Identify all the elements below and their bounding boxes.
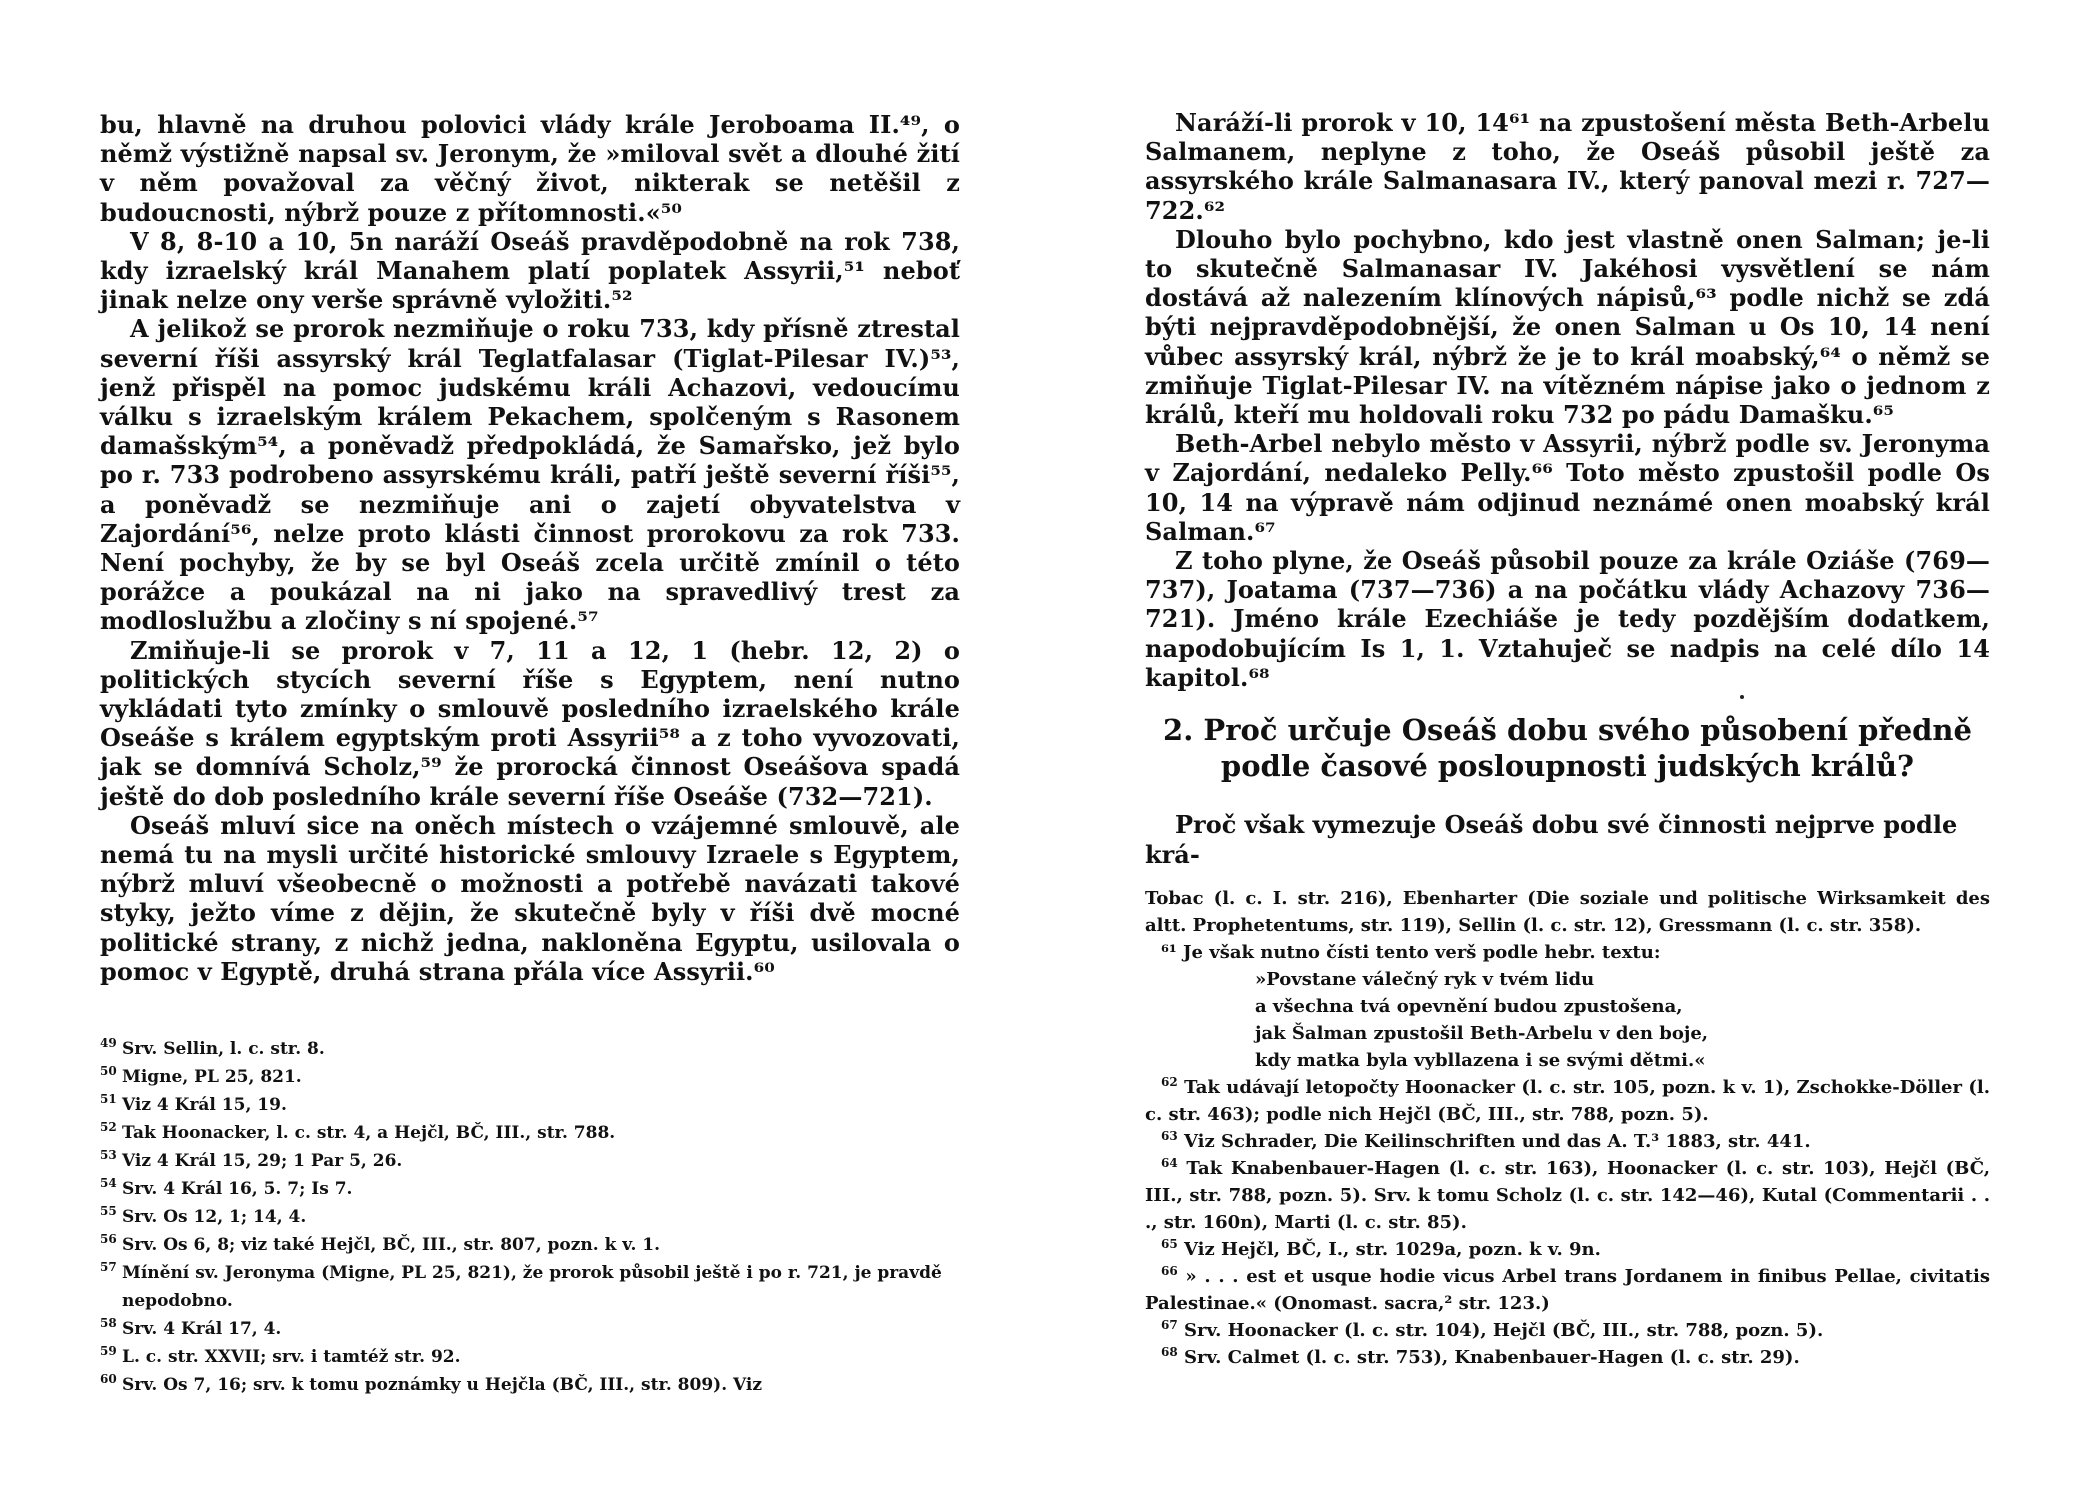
footnote-continuation: Tobac (l. c. I. str. 216), Ebenharter (Die soziale und politische Wirksamkeit des altt. Prophetentums, str. 119), Sellin (l. c. str. 12), Gressmann (l. c. str. 358). bbox=[1145, 888, 1990, 936]
lead-sentence: Proč však vymezuje Oseáš dobu své činnosti nejprve podle krá- bbox=[1145, 810, 1958, 869]
footnote: 49 Srv. Sellin, l. c. str. 8. bbox=[100, 1036, 325, 1059]
footnote: 59 L. c. str. XXVII; srv. i tamtéž str. 92. bbox=[100, 1344, 461, 1367]
paragraph: Zmiňuje-li se prorok v 7, 11 a 12, 1 (hebr. 12, 2) o politických stycích severní říše s Egyptem, není nutno vykládati tyto zmínky o smlouvě posledního izraelského krále Oseáše s králem egyptským proti Assyrii⁵⁸ a z toho vyvozovati, jak se domnívá Scholz,⁵⁹ že prorocká činnost Oseášova spadá ještě do dob posledního krále severní říše Oseáše (732—721). bbox=[100, 635, 960, 811]
footnote: 52 Tak Hoonacker, l. c. str. 4, a Hejčl, BČ, III., str. 788. bbox=[100, 1120, 616, 1143]
footnote: $^{68}$ Srv. Calmet (l. c. str. 753), Knabenbauer-Hagen (l. c. str. 29). bbox=[1161, 1345, 1800, 1368]
right-body-text bbox=[1145, 108, 1990, 692]
footnote: 53 Viz 4 Král 15, 29; 1 Par 5, 26. bbox=[100, 1148, 403, 1171]
paragraph: Z toho plyne, že Oseáš působil pouze za krále Oziáše (769—737), Joatama (737—736) a na počátku vlády Achazovy 736—721). Jméno krále Ezechiáše je tedy pozdějším dodatkem, napodobujícím Is 1, 1. Vztahuječ se nadpis na celé dílo 14 kapitol.⁶⁸ bbox=[1145, 546, 1990, 692]
footnote: $^{67}$ Srv. Hoonacker (l. c. str. 104), Hejčl (BČ, III., str. 788, pozn. 5). bbox=[1161, 1318, 1824, 1341]
footnote: 57 Mínění sv. Jeronyma (Migne, PL 25, 821), že prorok působil ještě i po r. 721, je pravdě nepodobno. bbox=[100, 1260, 942, 1311]
footnote: 50 Migne, PL 25, 821. bbox=[100, 1064, 302, 1087]
footnote: $^{62}$ Tak udávají letopočty Hoonacker (l. c. str. 105, pozn. k v. 1), Zschokke-Döller (l. c. str. 463); podle nich Hejčl (BČ, III., str. 788, pozn. 5). bbox=[1145, 1075, 1990, 1125]
footnote: $^{63}$ Viz Schrader, Die Keilinschriften und das A. T.³ 1883, str. 441. bbox=[1161, 1129, 1811, 1152]
section-heading: 2. Proč určuje Oseáš dobu svého působení předně podle časové posloupnosti judských králů? bbox=[1163, 713, 1972, 783]
paragraph: bu, hlavně na druhou polovici vlády krále Jeroboama II.⁴⁹, o němž výstižně napsal sv. Jeronym, že »miloval svět a dlouhé žití v něm považoval za věčný život, nikterak se netěšil z budoucnosti, nýbrž pouze z přítomnosti.«⁵⁰ bbox=[100, 110, 960, 227]
left-footnotes bbox=[100, 1035, 960, 1399]
footnote: 60 Srv. Os 7, 16; srv. k tomu poznámky u Hejčla (BČ, III., str. 809). Viz bbox=[100, 1372, 763, 1395]
quote-line: kdy matka byla vybllazena i se svými dětmi.« bbox=[1255, 1050, 1706, 1071]
paragraph: Dlouho bylo pochybno, kdo jest vlastně onen Salman; je-li to skutečně Salmanasar IV. Jakéhosi vysvětlení se nám dostává až nalezením klínových nápisů,⁶³ podle nichž se zdá býti nejpravděpodobnější, že onen Salman u Os 10, 14 není vůbec assyrský král, nýbrž že je to král moabský,⁶⁴ o němž se zmiňuje Tiglat-Pilesar IV. na vítězném nápise jako o jednom z králů, kteří mu holdovali roku 732 po pádu Damašku.⁶⁵ bbox=[1145, 224, 1990, 430]
footnote: 55 Srv. Os 12, 1; 14, 4. bbox=[100, 1204, 307, 1227]
paragraph: Beth-Arbel nebylo město v Assyrii, nýbrž podle sv. Jeronyma v Zajordání, nedaleko Pelly.⁶⁶ Toto město zpustošil podle Os 10, 14 na výpravě nám odjinud neznámé onen moabský král Salman.⁶⁷ bbox=[1145, 429, 1990, 546]
footnote: $^{65}$ Viz Hejčl, BČ, I., str. 1029a, pozn. k v. 9n. bbox=[1161, 1237, 1601, 1260]
printing-speck bbox=[1740, 695, 1744, 699]
footnote: 56 Srv. Os 6, 8; viz také Hejčl, BČ, III., str. 807, pozn. k v. 1. bbox=[100, 1232, 661, 1255]
footnote: 54 Srv. 4 Král 16, 5. 7; Is 7. bbox=[100, 1176, 353, 1199]
right-footnotes bbox=[1145, 885, 1990, 1371]
footnote: 51 Viz 4 Král 15, 19. bbox=[100, 1092, 287, 1115]
quote-line: a všechna tvá opevnění budou zpustošena, bbox=[1255, 996, 1683, 1017]
paragraph: A jelikož se prorok nezmiňuje o roku 733, kdy přísně ztrestal severní říši assyrský král Teglatfalasar (Tiglat-Pilesar IV.)⁵³, jenž přispěl na pomoc judskému králi Achazovi, vedoucímu válku s izraelským králem Pekachem, spolčeným s Rasonem damašským⁵⁴, a poněvadž předpokládá, že Samařsko, jež bylo po r. 733 podrobeno assyrskému králi, patří ještě severní říši⁵⁵, a poněvadž se nezmiňuje ani o zajetí obyvatelstva v Zajordání⁵⁶, nelze proto klásti činnost prorokovu za rok 733. Není pochyby, že by se byl Oseáš zcela určitě zmínil o této porážce a poukázal na ni jako na spravedlivý trest za modloslužbu a zločiny s ní spojené.⁵⁷ bbox=[100, 314, 960, 636]
left-body-text bbox=[100, 110, 960, 986]
paragraph: Oseáš mluví sice na oněch místech o vzájemné smlouvě, ale nemá tu na mysli určité historické smlouvy Izraele s Egyptem, nýbrž mluví všeobecně o možnosti a potřebě navázati takové styky, ježto víme z dějin, že skutečně byly v říši dvě mocné politické strany, z nichž jedna, nakloněna Egyptu, usilovala o pomoc v Egyptě, druhá strana přála více Assyrii.⁶⁰ bbox=[100, 810, 960, 986]
quote-line: jak Šalman zpustošil Beth-Arbelu v den boje, bbox=[1255, 1023, 1709, 1044]
footnote: 58 Srv. 4 Král 17, 4. bbox=[100, 1316, 282, 1339]
paragraph: V 8, 8-10 a 10, 5n naráží Oseáš pravděpodobně na rok 738, kdy izraelský král Manahem platí poplatek Assyrii,⁵¹ neboť jinak nelze ony verše správně vyložiti.⁵² bbox=[100, 226, 960, 315]
footnote-61: ⁶¹ Je však nutno čísti tento verš podle hebr. textu: bbox=[1161, 942, 1661, 963]
footnote: $^{66}$ » . . . est et usque hodie vicus Arbel trans Jordanem in finibus Pellae, civitatis Palestinae.« (Onomast. sacra,² str. 123.) bbox=[1145, 1264, 1990, 1314]
paragraph: Naráží-li prorok v 10, 14⁶¹ na zpustošení města Beth-Arbelu Salmanem, neplyne z toho, že Oseáš působil ještě za assyrského krále Salmanasara IV., který panoval mezi r. 727—722.⁶² bbox=[1145, 108, 1990, 225]
footnote: $^{64}$ Tak Knabenbauer-Hagen (l. c. str. 163), Hoonacker (l. c. str. 103), Hejčl (BČ, III., str. 788, pozn. 5). Srv. k tomu Scholz (l. c. str. 142—46), Kutal (Commentarii . . ., str. 160n), Marti (l. c. str. 85). bbox=[1145, 1156, 1990, 1233]
quote-line: »Povstane válečný ryk v tvém lidu bbox=[1255, 969, 1595, 990]
